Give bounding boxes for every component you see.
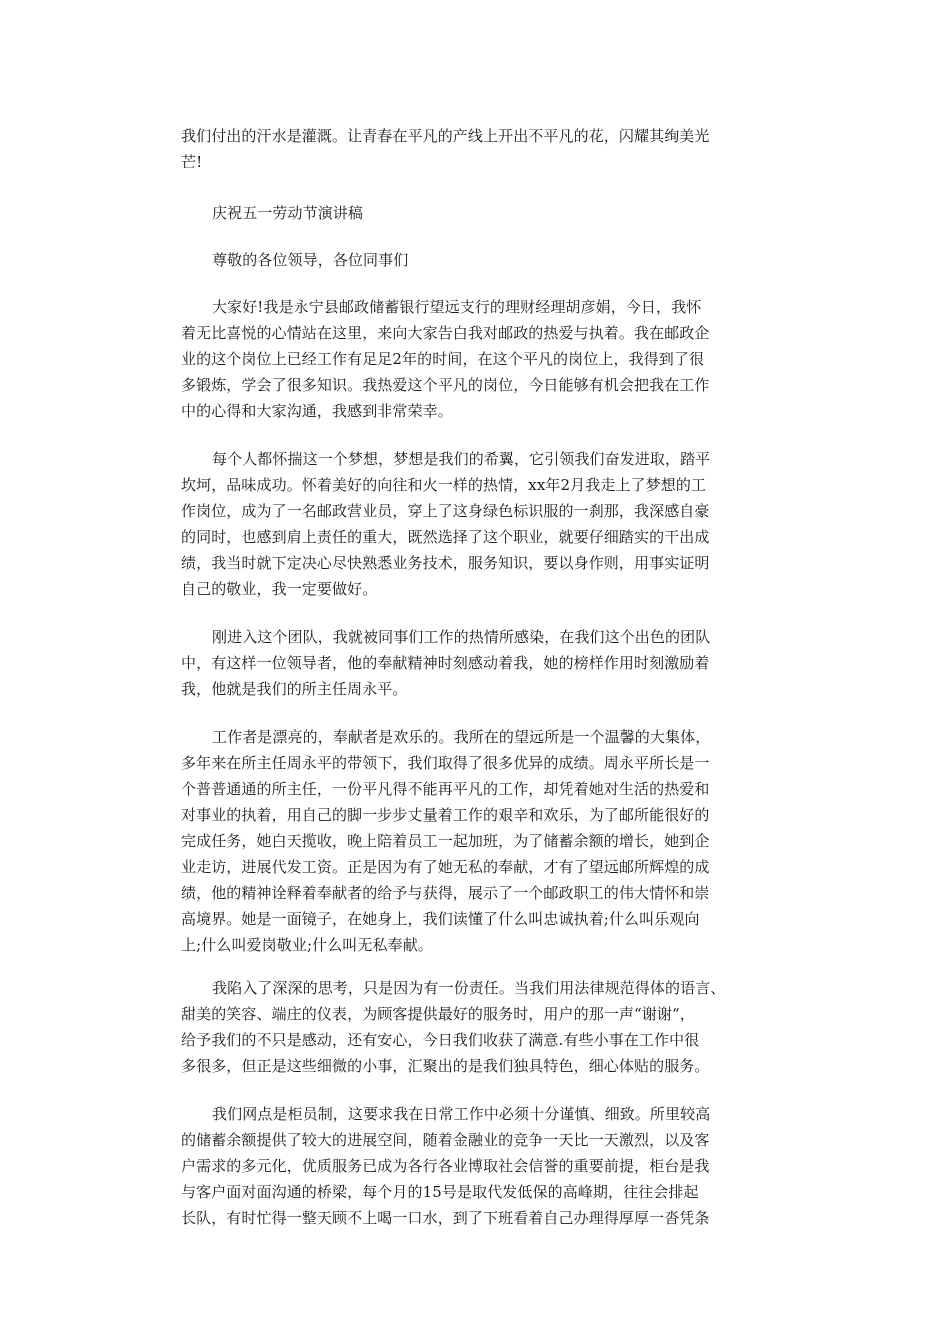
text-line: 的同时，也感到肩上责任的重大，既然选择了这个职业，就要仔细踏实的干出成	[181, 528, 710, 546]
paragraph-1	[181, 294, 771, 424]
closing-continuation	[181, 123, 771, 175]
text-line: 甜美的笑容、端庄的仪表，为顾客提供最好的服务时，用户的那一声“谢谢“，	[181, 1005, 695, 1023]
text-line: 绩，我当时就下定决心尽快熟悉业务技术，服务知识，要以身作则，用事实证明	[181, 554, 710, 572]
text-line: 对事业的执着，用自己的脚一步步丈量着工作的艰辛和欢乐，为了邮所能很好的	[181, 806, 710, 824]
text-line: 户需求的多元化，优质服务已成为各行各业博取社会信誉的重要前提，柜台是我	[181, 1157, 710, 1175]
text-line: 多很多，但正是这些细微的小事，汇聚出的是我们独具特色，细心体贴的服务。	[181, 1057, 710, 1075]
paragraph-4	[181, 724, 771, 958]
text-line: 长队，有时忙得一整天顾不上喝一口水，到了下班看着自己办理得厚厚一沓凭条	[181, 1209, 710, 1227]
text-line: 多年来在所主任周永平的带领下，我们取得了很多优异的成绩。周永平所长是一	[181, 754, 710, 772]
text-line: 坎坷，品味成功。怀着美好的向往和火一样的热情，xx年2月我走上了梦想的工	[181, 476, 707, 494]
text-line: 上;什么叫爱岗敬业;什么叫无私奉献。	[181, 936, 433, 954]
text-line: 中，有这样一位领导者，他的奉献精神时刻感动着我，她的榜样作用时刻激励着	[181, 654, 710, 672]
text-line: 完成任务，她白天揽收，晚上陪着员工一起加班，为了储蓄余额的增长，她到企	[181, 832, 710, 850]
text-line: 芒!	[181, 153, 203, 171]
text-line: 刚进入这个团队，我就被同事们工作的热情所感染，在我们这个出色的团队	[212, 628, 711, 646]
paragraph-6	[181, 1101, 771, 1231]
salutation	[181, 247, 771, 273]
text-line: 着无比喜悦的心情站在这里，来向大家告白我对邮政的热爱与执着。我在邮政企	[181, 324, 710, 342]
text-line: 高境界。她是一面镜子，在她身上，我们读懂了什么叫忠诚执着;什么叫乐观向	[181, 910, 700, 928]
salutation-line: 尊敬的各位领导，各位同事们	[212, 251, 409, 269]
speech-title	[181, 200, 771, 226]
text-line: 中的心得和大家沟通，我感到非常荣幸。	[181, 402, 453, 420]
text-line: 我们付出的汗水是灌溉。让青春在平凡的产线上开出不平凡的花，闪耀其绚美光	[181, 127, 710, 145]
text-line: 个普普通通的所主任，一份平凡得不能再平凡的工作，却凭着她对生活的热爱和	[181, 780, 710, 798]
text-line: 自己的敬业，我一定要做好。	[181, 580, 378, 598]
paragraph-5	[181, 975, 771, 1079]
text-line: 作岗位，成为了一名邮政营业员，穿上了这身绿色标识服的一刹那，我深感自豪	[181, 502, 710, 520]
text-line: 工作者是漂亮的，奉献者是欢乐的。我所在的望远所是一个温馨的大集体，	[212, 728, 711, 746]
paragraph-2	[181, 446, 771, 602]
text-line: 绩，他的精神诠释着奉献者的给予与获得，展示了一个邮政职工的伟大情怀和崇	[181, 884, 710, 902]
text-line: 的储蓄余额提供了较大的进展空间，随着金融业的竞争一天比一天激烈，以及客	[181, 1131, 710, 1149]
title-line: 庆祝五一劳动节演讲稿	[212, 204, 364, 222]
text-line: 业的这个岗位上已经工作有足足2年的时间，在这个平凡的岗位上，我得到了很	[181, 350, 705, 368]
text-line: 给予我们的不只是感动，还有安心，今日我们收获了满意.有些小事在工作中很	[181, 1031, 700, 1049]
text-line: 大家好!我是永宁县邮政储蓄银行望远支行的理财经理胡彦娟，今日，我怀	[212, 298, 702, 316]
text-line: 每个人都怀揣这一个梦想，梦想是我们的希翼，它引领我们奋发进取，踏平	[212, 450, 711, 468]
text-line: 多锻炼，学会了很多知识。我热爱这个平凡的岗位，今日能够有机会把我在工作	[181, 376, 710, 394]
text-line: 我，他就是我们的所主任周永平。	[181, 680, 408, 698]
text-line: 与客户面对面沟通的桥梁，每个月的15号是取代发低保的高峰期，往往会排起	[181, 1183, 699, 1201]
text-line: 业走访，进展代发工资。正是因为有了她无私的奉献，才有了望远邮所辉煌的成	[181, 858, 710, 876]
paragraph-3	[181, 624, 771, 702]
text-line: 我陷入了深深的思考，只是因为有一份责任。当我们用法律规范得体的语言、	[212, 979, 726, 997]
text-line: 我们网点是柜员制，这要求我在日常工作中必须十分谨慎、细致。所里较高	[212, 1105, 711, 1123]
